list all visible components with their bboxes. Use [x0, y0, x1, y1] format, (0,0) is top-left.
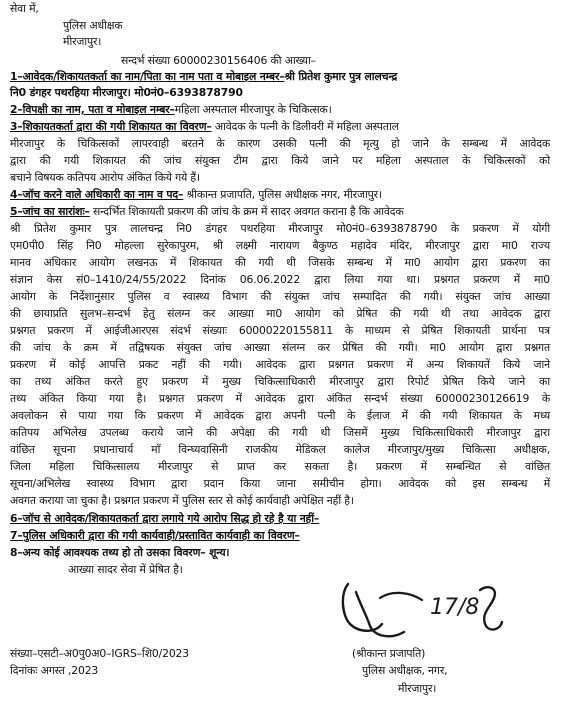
signatory-place: मीरजापुर।: [398, 682, 437, 695]
signatory-designation: पुलिस अधीक्षक, नगर,: [362, 664, 448, 677]
section-5-line: वांछित सूचना प्रधानाचार्य माँ विन्घ्यवासिनी राजकीय मेडिकल कालेज मीरजापुर/मुख्य चिकित्सा अधीक्षक,: [10, 443, 550, 456]
section-5-last-line: अवगत कराया जा चुका है। प्रश्नगत प्रकरण में पुलिस स्तर से कोई कार्यवाही अपेक्षित नहीं है।: [10, 494, 354, 507]
section-3-text-2: मीरजापुर के चिकित्सकों लापरवाही बरतने के कारण उसकी पत्नी की मृत्यु हो जाने के सम्बन्ध में आवेदक: [10, 137, 550, 150]
section-6: 6–जॉच से आवेदक/शिकायतकर्ता द्वारा लगाये गये आरोप सिद्ध हो रहे है या नहीं–: [10, 512, 320, 525]
section-3-text-1: आवेदक के पत्नी के डिलीवरी में महिला अस्पताल: [211, 120, 399, 133]
reference-number: सन्दर्भ संख्या 60000230156406 की आख्या–: [121, 54, 316, 67]
section-5: [10, 207, 403, 218]
section-5-line: एम0पी0 सिंह नि0 मोहल्ला सुरेकापुरम, श्री लक्ष्मी नारायण बैकुण्ठ महादेव मंदिर, मीरजापुर द्वारा मा0 राज्य: [10, 239, 550, 252]
section-5-line: तथ्य अंकित किया गया है। प्रश्नगत प्रकरण में आवेदक द्वारा अंकित सन्दर्भ संख्या 60000230126619 के: [10, 392, 550, 405]
signature-date: 17/8: [430, 595, 480, 620]
closing-line: आख्या सादर सेवा में प्रेषित है।: [68, 563, 183, 576]
section-3: [10, 122, 399, 133]
section-5-heading: 5–जांच का सारांशः–: [10, 205, 90, 218]
section-5-line: जिला महिला चिकित्सालय मीरजापुर से प्राप्त कर सकता है। प्रकरण में सम्बन्धित से वांछित: [10, 460, 550, 473]
section-7: 7–पुलिस अधिकारी द्वारा की गयी कार्यवाही/प्रस्तावित कार्यवाही का विवरण–: [10, 529, 300, 542]
reference-footer: संख्या–एसटी–अ0पु0अ0–IGRS–शि0/2023: [10, 647, 189, 660]
date-line: दिनांकः अगस्त ,2023: [10, 664, 99, 677]
section-3-heading: 3–शिकायतकर्ता द्वारा की गयी शिकायत का विवरण–: [10, 120, 212, 133]
section-5-line: की जांच के क्रम में तद्विषयक संयुक्त जांच आख्या संलग्न कर प्रेषित की गयी। मा0 आयोग द्वारा प्रश्नगत: [10, 341, 550, 354]
section-5-line: प्रश्नगत प्रकरण में आईजीआरएस संदर्भ संख्याः 60000220155811 के माध्यम से प्रेषित शिकायती प्रार्थना पत्र: [10, 324, 550, 337]
section-5-line: मानव अधिकार आयोग लखनऊ में शिकायत की गयी थी जिसके सम्बन्ध में मा0 आयोग द्वारा प्रकरण का: [10, 256, 550, 269]
section-5-line: सूचना/अभिलेख स्वास्थ्य विभाग द्वारा प्रदान किया जाना समीचीन होगा। आवेदक को इस सम्बन्ध में: [10, 477, 550, 490]
section-3-text-4: बचाने विषयक कतिपय आरोप अंकित किये गये हैं।: [10, 171, 200, 184]
section-4: [10, 190, 382, 201]
section-1-line2: नि0 डंगहर पथरहिया मीरजापुर। मो0नं0–6393878790: [10, 86, 243, 99]
section-1-heading: 1–आवेदक/शिकायतकर्ता का नाम/पिता का नाम पता व मोबाइल नम्बर–: [10, 70, 285, 83]
section-5-line: का तथ्य अंकित करते हुए प्रकरण में मुख्य चिकित्साधिकारी मीरजापुर द्वारा रिपोर्ट प्रेषित किये जाने का: [10, 375, 550, 388]
section-5-line: प्रकरण में कोई आपत्ति प्रकट नहीं की गयी। आवेदक द्वारा प्रश्नगत प्रकरण में अन्य शिकायतें किये जाने: [10, 358, 550, 371]
handwritten-signature: [330, 574, 530, 650]
section-3-text-3: द्वारा की गयी शिकायत की जांच संयुक्त टीम द्वारा किये जाने पर महिला अस्पताल के चिकित्सकों को: [10, 154, 550, 167]
signatory-name: (श्रीकान्त प्रजापति): [352, 647, 426, 660]
section-1: [10, 72, 397, 83]
section-2-value: महिला अस्पताल मीरजापुर के चिकित्सक।: [174, 103, 332, 116]
section-5-intro: सन्दर्भित शिकायती प्रकरण की जांच के क्रम में सादर अवगत कराना है कि आवेदक: [89, 205, 404, 218]
section-5-line: आयोग के निर्देशानुसार पुलिस व स्वास्थ्य विभाग की संयुक्त जांच सम्पादित की गयी। संयुक्त जांच आख्या: [10, 290, 550, 303]
section-8: 8–अन्य कोई आवश्यक तथ्य हो तो उसका विवरण– शून्य।: [10, 546, 230, 559]
section-1-value: श्री प्रितेश कुमार पुत्र लालचन्द्र: [284, 70, 398, 83]
section-5-line: की छायाप्रति सुलभ–सन्दर्भ हेतु संलग्न कर आख्या मा0 आयोग को प्रेषित की गयी थी तथा आवेदक द्वारा: [10, 307, 550, 320]
section-2-heading: 2–विपक्षी का नाम, पता व मोबाइल नम्बर–: [10, 103, 175, 116]
addressee-title: पुलिस अधीक्षक: [63, 19, 123, 32]
section-5-line: संज्ञान केस सं0–1410/24/55/2022 दिनांक 06.06.2022 द्वारा लिया गया था। प्रश्नगत प्रकरण में मा0: [10, 273, 550, 286]
section-4-heading: 4–जॉच करने वाले अधिकारी का नाम व पद–: [10, 188, 184, 201]
section-5-line: अवलोकन से पाया गया कि प्रकरण में आवेदक द्वारा अपनी पत्नी के ईलाज में की गयी शिकायत के मध्य: [10, 409, 550, 422]
addressee-city: मीरजापुर।: [63, 35, 102, 48]
salutation: सेवा में,: [10, 2, 39, 15]
section-5-line: श्री प्रितेश कुमार पुत्र लालचन्द्र नि0 डंगहर पथरहिया मीरजापुर मो0नं0–6393878790 के प्रकरण में योगी: [10, 222, 550, 235]
section-2: [10, 105, 332, 116]
section-5-line: कतिपय अभिलेख उपलब्ध कराये जाने की अपेक्षा की गयी थी जिसमें मुख्य चिकित्साधिकारी मीरजापुर द्वारा: [10, 426, 550, 439]
section-4-value: श्रीकान्त प्रजापति, पुलिस अधीक्षक नगर, मीरजापुर।: [183, 188, 382, 201]
